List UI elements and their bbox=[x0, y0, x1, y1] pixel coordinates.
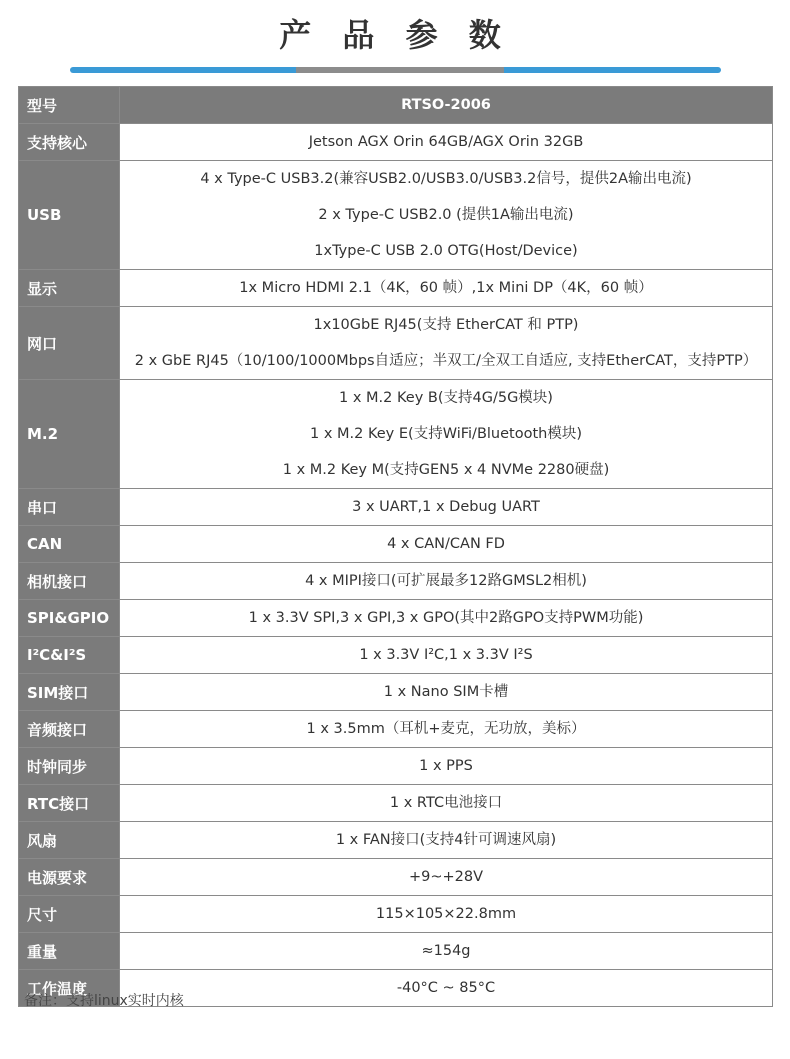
spec-value: 3 x UART,1 x Debug UART bbox=[352, 499, 540, 515]
spec-row bbox=[19, 748, 773, 785]
spec-value-cell bbox=[120, 896, 773, 933]
spec-value: 4 x Type-C USB3.2(兼容USB2.0/USB3.0/USB3.2信号，提供2A输出电流) bbox=[200, 171, 692, 187]
spec-row bbox=[19, 785, 773, 822]
spec-value-cell bbox=[120, 526, 773, 563]
spec-value: 1 x 3.3V I²C,1 x 3.3V I²S bbox=[359, 647, 533, 663]
underline-right-segment bbox=[504, 67, 721, 73]
spec-label: 网口 bbox=[19, 307, 120, 380]
spec-table-body bbox=[19, 87, 773, 1007]
spec-row bbox=[19, 933, 773, 970]
spec-label: 电源要求 bbox=[19, 859, 120, 896]
spec-value-cell bbox=[120, 380, 773, 489]
spec-label: CAN bbox=[19, 526, 120, 563]
spec-row bbox=[19, 674, 773, 711]
spec-row bbox=[19, 380, 773, 489]
spec-value: ≈154g bbox=[421, 943, 471, 959]
spec-label: M.2 bbox=[19, 380, 120, 489]
title-underline-bar bbox=[70, 67, 721, 73]
spec-value-cell bbox=[120, 933, 773, 970]
spec-value: 115×105×22.8mm bbox=[375, 906, 517, 922]
spec-label: 工作温度 bbox=[19, 970, 120, 1007]
spec-value-cell bbox=[120, 674, 773, 711]
spec-label: 风扇 bbox=[19, 822, 120, 859]
spec-value-cell bbox=[120, 489, 773, 526]
spec-value: RTSO-2006 bbox=[401, 97, 491, 113]
spec-value-cell bbox=[120, 970, 773, 1007]
spec-label: 串口 bbox=[19, 489, 120, 526]
spec-value-cell bbox=[120, 270, 773, 307]
spec-value-cell bbox=[120, 859, 773, 896]
spec-row bbox=[19, 161, 773, 270]
underline-middle-segment bbox=[296, 67, 504, 73]
spec-value-cell bbox=[120, 748, 773, 785]
spec-label: 相机接口 bbox=[19, 563, 120, 600]
spec-value: 1 x PPS bbox=[419, 758, 473, 774]
spec-row bbox=[19, 270, 773, 307]
spec-label: 支持核心 bbox=[19, 124, 120, 161]
spec-value: 1 x Nano SIM卡槽 bbox=[383, 684, 509, 700]
spec-value: 1x10GbE RJ45(支持 EtherCAT 和 PTP) bbox=[313, 317, 579, 333]
spec-row bbox=[19, 87, 773, 124]
page-title: 产 品 参 数 bbox=[279, 16, 511, 54]
spec-row bbox=[19, 526, 773, 563]
spec-label: SIM接口 bbox=[19, 674, 120, 711]
spec-row bbox=[19, 896, 773, 933]
spec-value: -40°C ~ 85°C bbox=[396, 980, 496, 996]
spec-label: USB bbox=[19, 161, 120, 270]
spec-value-cell bbox=[120, 822, 773, 859]
spec-row bbox=[19, 124, 773, 161]
spec-label: 音频接口 bbox=[19, 711, 120, 748]
spec-value-cell bbox=[120, 124, 773, 161]
spec-label: SPI&GPIO bbox=[19, 600, 120, 637]
spec-row bbox=[19, 822, 773, 859]
spec-value: 1 x 3.5mm（耳机+麦克，无功放，美标） bbox=[306, 721, 586, 737]
spec-value: 1 x RTC电池接口 bbox=[389, 795, 503, 811]
spec-value: 1 x M.2 Key E(支持WiFi/Bluetooth模块) bbox=[310, 426, 582, 442]
spec-value: 1x Micro HDMI 2.1（4K，60 帧）,1x Mini DP（4K，60 帧） bbox=[239, 280, 653, 296]
spec-value-cell bbox=[120, 307, 773, 380]
spec-row bbox=[19, 711, 773, 748]
spec-value: 4 x CAN/CAN FD bbox=[387, 536, 505, 552]
spec-value-cell bbox=[120, 563, 773, 600]
spec-value: +9~+28V bbox=[408, 869, 484, 885]
spec-row bbox=[19, 859, 773, 896]
spec-row bbox=[19, 637, 773, 674]
spec-value-cell bbox=[120, 711, 773, 748]
spec-value-cell bbox=[120, 785, 773, 822]
spec-value: 1 x FAN接口(支持4针可调速风扇) bbox=[335, 832, 557, 848]
spec-value-cell bbox=[120, 600, 773, 637]
spec-label: I²C&I²S bbox=[19, 637, 120, 674]
underline-left-segment bbox=[70, 67, 296, 73]
spec-row bbox=[19, 489, 773, 526]
footnote: 备注：支持linux实时内核 bbox=[24, 993, 184, 1009]
spec-value: 2 x Type-C USB2.0 (提供1A输出电流) bbox=[318, 207, 574, 223]
spec-label: 时钟同步 bbox=[19, 748, 120, 785]
spec-label: 型号 bbox=[19, 87, 120, 124]
spec-value: Jetson AGX Orin 64GB/AGX Orin 32GB bbox=[308, 134, 584, 150]
spec-row bbox=[19, 307, 773, 380]
spec-value: 1 x 3.3V SPI,3 x GPI,3 x GPO(其中2路GPO支持PWM功能) bbox=[248, 610, 644, 626]
spec-value-cell bbox=[120, 87, 773, 124]
spec-value: 2 x GbE RJ45（10/100/1000Mbps自适应；半双工/全双工自适应, 支持EtherCAT，支持PTP） bbox=[134, 353, 758, 369]
spec-value: 1xType-C USB 2.0 OTG(Host/Device) bbox=[314, 243, 578, 259]
spec-value-cell bbox=[120, 637, 773, 674]
spec-table bbox=[18, 86, 773, 1007]
spec-value: 1 x M.2 Key B(支持4G/5G模块) bbox=[339, 390, 553, 406]
spec-value-cell bbox=[120, 161, 773, 270]
spec-row bbox=[19, 563, 773, 600]
spec-value: 1 x M.2 Key M(支持GEN5 x 4 NVMe 2280硬盘) bbox=[282, 462, 610, 478]
spec-value: 4 x MIPI接口(可扩展最多12路GMSL2相机) bbox=[305, 573, 587, 589]
spec-label: 显示 bbox=[19, 270, 120, 307]
spec-label: RTC接口 bbox=[19, 785, 120, 822]
spec-label: 尺寸 bbox=[19, 896, 120, 933]
spec-label: 重量 bbox=[19, 933, 120, 970]
spec-row bbox=[19, 600, 773, 637]
